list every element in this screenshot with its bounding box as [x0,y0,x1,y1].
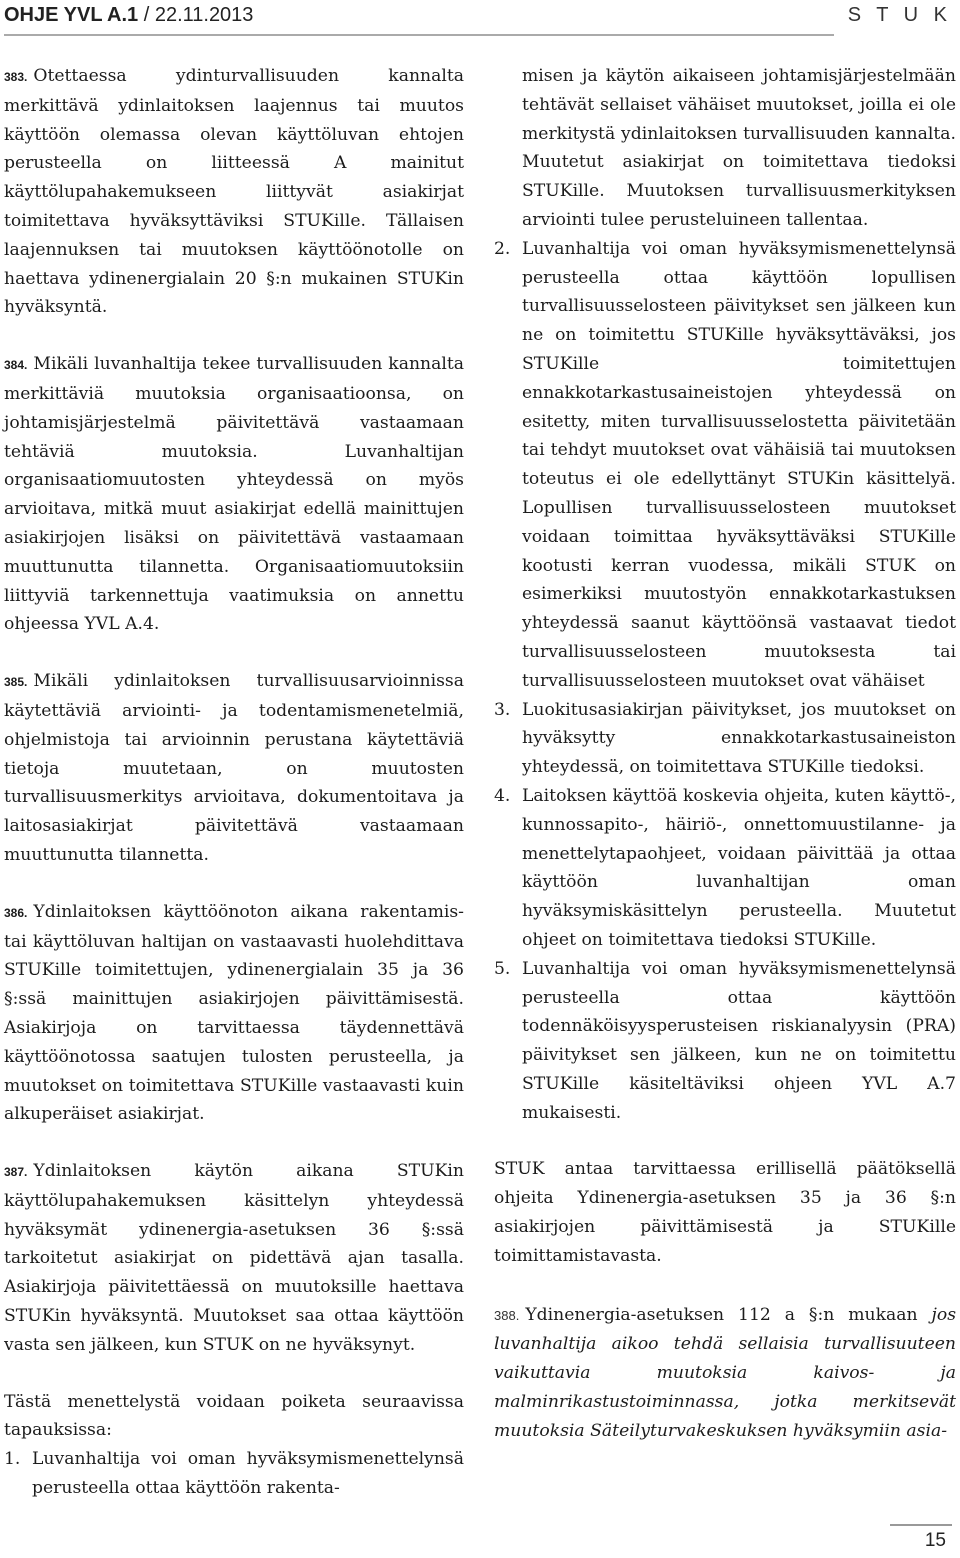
guide-code: OHJE YVL A.1 [4,4,139,26]
list-text: Laitoksen käyttöä koskevia ohjeita, kuten käyttö-, kunnossapito-, häiriö-, onnettomuustilanne- ja menettelytapaohjeet, voidaan päivittää ja ottaa käyttöön luvanhaltijan oman hyväksymiskäsittelyn perusteella. Muutetut ohjeet on toimitettava tiedoksi STUKille. [522,785,956,950]
paragraph-number: 384. [4,358,28,373]
footer-rule [890,1524,952,1526]
exceptions-list-start [4,1445,464,1503]
paragraph-text: Ydinenergia-asetuksen 112 a §:n mukaan [525,1304,918,1325]
list-number: 5. [494,958,511,979]
page-header [0,0,960,38]
left-column [4,62,464,1503]
list-item [494,782,956,955]
list-item [494,696,956,782]
paragraph-385 [4,667,464,870]
list-number: 2. [494,238,511,259]
list-item [4,1445,464,1503]
document-id [4,2,253,28]
paragraph-number: 383. [4,70,28,84]
header-rule [4,34,834,36]
exceptions-list-cont [494,62,956,1127]
paragraph-italic-text: jos luvanhaltija aikoo tehdä sellaisia turvallisuuteen vaikuttavia muutoksia kaivos- ja malminrikastustoiminnassa, jotka merkitsevät muutoksia Säteilyturvakeskuksen hyväksymiin asia- [494,1304,957,1441]
stuk-note: STUK antaa tarvittaessa erillisellä päätöksellä ohjeita Ydinenergia-asetuksen 35 ja 36 §:n asiakirjojen päivittämisestä ja STUKille toimittamistavasta. [494,1159,956,1266]
paragraph-number: 385. [4,675,28,690]
paragraph-386 [4,898,464,1129]
paragraph-number: 387. [4,1165,28,1180]
list-item [494,62,956,235]
list-number: 4. [494,785,511,806]
list-number: 1. [4,1449,21,1470]
paragraph-text: Mikäli luvanhaltija tekee turvallisuuden kannalta merkittäviä muutoksia organisaatioonsa, on johtamisjärjestelmä päivitettävä vastaamaan tehtäviä muutoksia. Luvanhaltijan organisaatiomuutosten yhteydessä on myös arvioitava, mitkä muut asiakirjat edellä mainittujen asiakirjojen lisäksi on päivitettävä vastaamaan muuttunutta tilannetta. Organisaatiomuutoksiin liittyviä tarkennettuja vaatimuksia on annettu ohjeessa YVL A.4. [4,354,464,635]
document-date: / 22.11.2013 [143,4,254,26]
list-text: misen ja käytön aikaiseen johtamisjärjestelmään tehtävät sellaiset vähäiset muutokset, joilla ei ole merkitystä ydinlaitoksen turvallisuuden kannalta. Muutetut asiakirjat on toimitettava tiedoksi STUKille. Muutoksen turvallisuusmerkityksen arviointi tulee perusteluineen tallentaa. [522,66,956,230]
page-number: 15 [924,1530,946,1551]
paragraph-text: Ydinlaitoksen käyttöönoton aikana rakentamis- tai käyttöluvan haltijan on vastaavasti huolehdittava STUKille toimitettujen, ydinenergialain 35 ja 36 §:ssä mainittujen asiakirjojen päivittämisestä. Asiakirjoja on tarvittaessa täydennettävä käyttöönotossa saatujen tulosten perusteella, ja muutokset on toimitettava STUKille vastaavasti kuin alkuperäiset asiakirjat. [4,901,464,1125]
paragraph-text: Mikäli ydinlaitoksen turvallisuusarvioinnissa käytettäviä arviointi- ja todentamismenetelmiä, ohjelmistoja tai arvioinnin perustana käytettäviä tietoja muutetaan, on muutosten turvallisuusmerkitys arvioitava, dokumentoitava ja laitosasiakirjat päivitettävä vastaamaan muuttunutta tilannetta. [4,671,464,865]
paragraph-number: 386. [4,905,28,920]
exceptions-intro: Tästä menettelystä voidaan poiketa seuraavissa tapauksissa: [4,1391,464,1441]
list-text: Luvanhaltija voi oman hyväksymismenettelynsä perusteella ottaa käyttöön rakenta- [32,1449,464,1499]
list-item [494,955,956,1128]
paragraph-384 [4,350,464,639]
list-text: Luvanhaltija voi oman hyväksymismenettelynsä perusteella ottaa käyttöön lopullisen turvallisuusselosteen päivitykset sen jälkeen kun ne on toimitettu STUKille hyväksyttäväksi, jos STUKille toimitettujen ennakkotarkastusaineistojen yhteydessä on esitetty, miten turvallisuusselostetta päivitetään tai tehdyt muutokset ovat vähäisiä tai muutoksen toteutus ei ole edellyttänyt STUKin käsittelyä. Lopullisen turvallisuusselosteen muutokset voidaan toimittaa hyväksyttäväksi STUKille kootusti kerran vuodessa, mikäli STUK on esimerkiksi muutostyön ennakkotarkastuksen yhteydessä saanut käyttöönsä vastaavat tiedot turvallisuusselosteen muutoksesta tai turvallisuusselosteen muutokset ovat vähäiset [522,238,956,691]
right-column [494,62,956,1446]
paragraph-text: Ydinlaitoksen käytön aikana STUKin käyttölupahakemuksen käsittelyn yhteydessä hyväksymät ydinenergia-asetuksen 36 §:ssä tarkoitetut asiakirjat on pidettävä ajan tasalla. Asiakirjoja päivitettäessä on muutoksille haettava STUKin hyväksyntä. Muutokset saa ottaa käyttöön vasta sen jälkeen, kun STUK on ne hyväksynyt. [4,1161,464,1355]
organization-name: S T U K [847,4,952,26]
paragraph-383 [4,62,464,322]
list-text: Luvanhaltija voi oman hyväksymismenettelynsä perusteella ottaa käyttöön todennäköisyysperusteisen riskianalyysin (PRA) päivitykset sen jälkeen, kun ne on toimitettu STUKille käsiteltäviksi ohjeen YVL A.7 mukaisesti. [522,958,956,1123]
list-text: Luokitusasiakirjan päivitykset, jos muutokset on hyväksytty ennakkotarkastusaineiston yhteydessä, on toimitettava STUKille tiedoksi. [522,699,956,778]
paragraph-388 [494,1301,956,1446]
paragraph-number: 388. [494,1307,520,1323]
list-number: 3. [494,699,511,720]
paragraph-387 [4,1157,464,1360]
list-item [494,235,956,696]
paragraph-text: Otettaessa ydinturvallisuuden kannalta merkittävä ydinlaitoksen laajennus tai muutos käyttöön olemassa olevan käyttöluvan ehtojen perusteella on liitteessä A mainitut käyttölupahakemukseen liittyvät asiakirjat toimitettava hyväksyttäviksi STUKille. Tällaisen laajennuksen tai muutoksen käyttöönotolle on haettava ydinenergialain 20 §:n mukainen STUKin hyväksyntä. [4,66,464,318]
